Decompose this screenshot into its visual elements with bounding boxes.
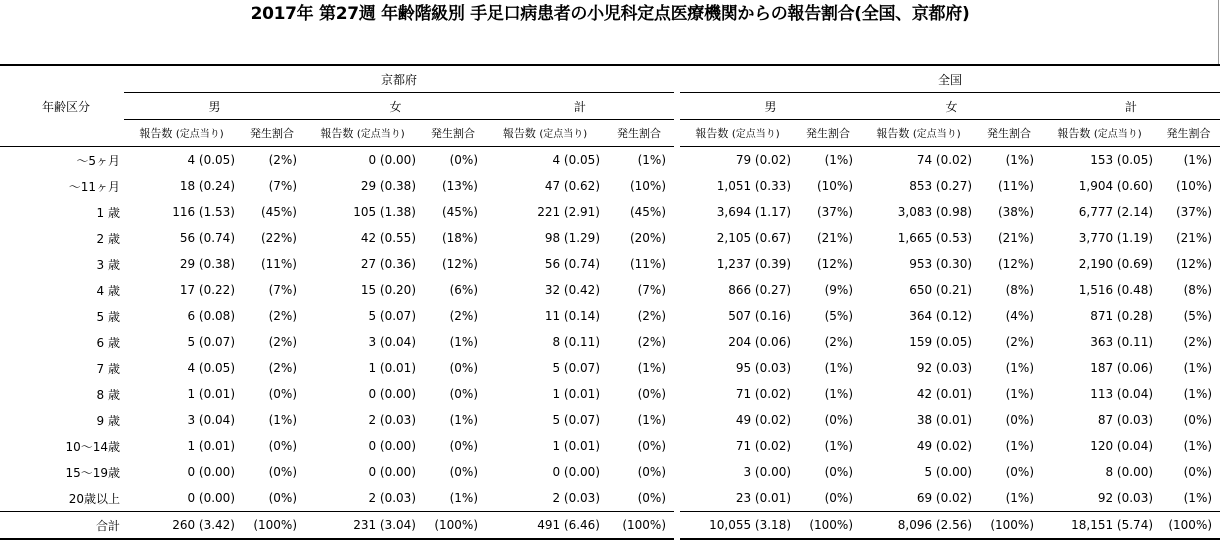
- count-cell: 231 (3.04): [305, 512, 420, 540]
- count-cell: 4 (0.05): [486, 147, 604, 174]
- rate-header: 発生割合: [1166, 127, 1211, 140]
- count-sub-label: (定点当り): [356, 129, 405, 140]
- count-sub-label: (定点当り): [1093, 129, 1142, 140]
- table-row: [0, 329, 1220, 355]
- count-cell: 0 (0.00): [187, 465, 235, 479]
- count-header: [680, 120, 795, 147]
- count-cell: 6 (0.08): [187, 309, 235, 323]
- count-cell: 3 (0.04): [187, 413, 235, 427]
- count-cell: 27 (0.36): [360, 257, 416, 271]
- report-table: [0, 64, 1220, 540]
- rate-cell: (4%): [1005, 309, 1035, 323]
- rate-cell: (10%): [1175, 179, 1213, 193]
- count-header: [305, 120, 420, 147]
- rate-cell: (12%): [1175, 257, 1213, 271]
- rate-cell: (2%): [637, 335, 667, 349]
- rate-cell: (1%): [1183, 361, 1213, 375]
- rate-cell: (12%): [816, 257, 854, 271]
- count-cell: 159 (0.05): [909, 335, 973, 349]
- count-cell: 105 (1.38): [353, 205, 416, 219]
- rate-cell: (1%): [1005, 491, 1035, 505]
- rate-cell: (6%): [449, 283, 478, 297]
- table-row: [0, 277, 1220, 303]
- age-group-label: 8 歳: [96, 387, 120, 402]
- rate-cell: (100%): [976, 512, 1042, 540]
- rate-cell: (37%): [1175, 205, 1213, 219]
- count-cell: 1,237 (0.39): [716, 257, 792, 271]
- rate-cell: (9%): [824, 283, 854, 297]
- rate-cell: (0%): [637, 387, 667, 401]
- count-cell: 221 (2.91): [537, 205, 600, 219]
- rate-cell: (37%): [816, 205, 854, 219]
- count-cell: 3,694 (1.17): [716, 205, 792, 219]
- count-label: 報告数: [695, 127, 729, 140]
- rate-cell: (2%): [449, 309, 478, 323]
- rate-cell: (0%): [637, 439, 667, 453]
- rate-cell: (2%): [268, 361, 297, 375]
- rate-cell: (21%): [816, 231, 854, 245]
- rate-cell: (1%): [976, 147, 1042, 174]
- count-cell: 32 (0.42): [544, 283, 600, 297]
- rate-cell: (2%): [268, 335, 297, 349]
- age-group-label: 5 歳: [96, 309, 120, 324]
- count-header: [486, 120, 604, 147]
- count-cell: 0 (0.00): [305, 147, 420, 174]
- rate-header: 発生割合: [617, 127, 661, 140]
- sex-header-kyoto-male: 男: [124, 93, 305, 120]
- rate-cell: (100%): [795, 512, 861, 540]
- rate-cell: (100%): [239, 512, 305, 540]
- count-cell: 56 (0.74): [179, 231, 235, 245]
- rate-cell: (8%): [1183, 283, 1213, 297]
- rate-header: 発生割合: [250, 127, 294, 140]
- table-row: [0, 407, 1220, 433]
- sex-header-kyoto-female: 女: [305, 93, 486, 120]
- count-header: [861, 120, 976, 147]
- count-label: 報告数: [139, 127, 173, 140]
- rate-cell: (7%): [268, 179, 297, 193]
- rate-cell: (1%): [637, 413, 667, 427]
- count-cell: 87 (0.03): [1097, 413, 1154, 427]
- rate-cell: (0%): [1005, 413, 1035, 427]
- count-cell: 0 (0.00): [368, 465, 416, 479]
- rate-cell: (1%): [1183, 439, 1213, 453]
- rate-cell: (12%): [997, 257, 1035, 271]
- rate-header: 発生割合: [987, 127, 1032, 140]
- age-group-label: 9 歳: [96, 413, 120, 428]
- count-cell: 79 (0.02): [680, 147, 795, 174]
- count-cell: 3,083 (0.98): [897, 205, 973, 219]
- rate-cell: (1%): [1183, 491, 1213, 505]
- rate-cell: (0%): [1005, 465, 1035, 479]
- rate-cell: (1%): [795, 147, 861, 174]
- rate-cell: (7%): [637, 283, 667, 297]
- count-cell: 4 (0.05): [124, 147, 239, 174]
- table-row: [0, 147, 1220, 174]
- count-header: [1042, 120, 1157, 147]
- count-cell: 23 (0.01): [735, 491, 792, 505]
- count-cell: 2 (0.03): [552, 491, 600, 505]
- count-cell: 38 (0.01): [916, 413, 973, 427]
- count-sub-label: (定点当り): [731, 129, 780, 140]
- count-cell: 187 (0.06): [1090, 361, 1154, 375]
- rate-cell: (2%): [268, 309, 297, 323]
- count-cell: 260 (3.42): [124, 512, 239, 540]
- count-cell: 15 (0.20): [360, 283, 416, 297]
- rate-cell: (2%): [1005, 335, 1035, 349]
- rate-cell: (5%): [824, 309, 854, 323]
- count-cell: 92 (0.03): [916, 361, 973, 375]
- count-cell: 95 (0.03): [735, 361, 792, 375]
- rate-cell: (1%): [824, 361, 854, 375]
- region-header-kyoto: 京都府: [124, 65, 674, 93]
- count-cell: 2 (0.03): [368, 413, 416, 427]
- rate-cell: (2%): [1183, 335, 1213, 349]
- sex-header-national-female: 女: [861, 93, 1042, 120]
- rate-cell: (0%): [1183, 413, 1213, 427]
- count-cell: 47 (0.62): [544, 179, 600, 193]
- count-cell: 74 (0.02): [861, 147, 976, 174]
- count-cell: 120 (0.04): [1090, 439, 1154, 453]
- rate-cell: (0%): [1183, 465, 1213, 479]
- count-cell: 17 (0.22): [179, 283, 235, 297]
- count-cell: 49 (0.02): [916, 439, 973, 453]
- count-cell: 18 (0.24): [179, 179, 235, 193]
- table-row: [0, 459, 1220, 485]
- count-cell: 3,770 (1.19): [1078, 231, 1154, 245]
- rate-cell: (0%): [824, 413, 854, 427]
- rate-cell: (45%): [441, 205, 478, 219]
- count-cell: 507 (0.16): [728, 309, 792, 323]
- rate-cell: (45%): [260, 205, 297, 219]
- count-cell: 363 (0.11): [1090, 335, 1154, 349]
- rate-cell: (0%): [449, 439, 478, 453]
- count-sub-label: (定点当り): [539, 129, 588, 140]
- table-row: [0, 433, 1220, 459]
- page-title: 2017年 第27週 年齢階級別 手足口病患者の小児科定点医療機関からの報告割合(全国、京都府): [250, 4, 970, 24]
- rate-cell: (0%): [268, 439, 297, 453]
- age-group-label: 6 歳: [96, 335, 120, 350]
- count-cell: 1,904 (0.60): [1078, 179, 1154, 193]
- rate-cell: (1%): [449, 335, 478, 349]
- table-row: [0, 485, 1220, 512]
- count-cell: 11 (0.14): [544, 309, 600, 323]
- rate-cell: (1%): [268, 413, 297, 427]
- table-row: [0, 199, 1220, 225]
- count-label: 報告数: [876, 127, 910, 140]
- rate-cell: (1%): [449, 413, 478, 427]
- table-row: [0, 173, 1220, 199]
- rate-cell: (20%): [629, 231, 667, 245]
- rate-cell: (2%): [637, 309, 667, 323]
- count-cell: 56 (0.74): [544, 257, 600, 271]
- count-cell: 29 (0.38): [360, 179, 416, 193]
- count-cell: 5 (0.07): [187, 335, 235, 349]
- count-cell: 1,051 (0.33): [716, 179, 792, 193]
- rate-cell: (18%): [441, 231, 478, 245]
- rate-cell: (0%): [268, 387, 297, 401]
- measure-header-row: [0, 120, 1220, 147]
- rate-cell: (2%): [239, 147, 305, 174]
- count-label: 報告数: [320, 127, 354, 140]
- count-cell: 650 (0.21): [909, 283, 973, 297]
- rate-cell: (0%): [824, 465, 854, 479]
- count-cell: 364 (0.12): [909, 309, 973, 323]
- count-cell: 98 (1.29): [544, 231, 600, 245]
- rate-cell: (8%): [1005, 283, 1035, 297]
- age-group-label: 10～14歳: [65, 439, 120, 454]
- region-header-national: 全国: [680, 65, 1220, 93]
- rate-cell: (21%): [997, 231, 1035, 245]
- rate-cell: (1%): [1157, 147, 1220, 174]
- total-row: [0, 512, 1220, 540]
- rate-cell: (0%): [637, 465, 667, 479]
- rate-cell: (100%): [420, 512, 486, 540]
- rate-cell: (21%): [1175, 231, 1213, 245]
- count-cell: 5 (0.07): [552, 361, 600, 375]
- table-row: [0, 303, 1220, 329]
- count-cell: 1,665 (0.53): [897, 231, 973, 245]
- rate-cell: (1%): [824, 387, 854, 401]
- rate-cell: (0%): [420, 147, 486, 174]
- count-cell: 5 (0.07): [368, 309, 416, 323]
- count-sub-label: (定点当り): [175, 129, 224, 140]
- table-row: [0, 251, 1220, 277]
- count-label: 報告数: [1057, 127, 1091, 140]
- rate-cell: (11%): [997, 179, 1035, 193]
- count-cell: 204 (0.06): [728, 335, 792, 349]
- age-group-label: 20歳以上: [68, 491, 120, 506]
- count-cell: 491 (6.46): [486, 512, 604, 540]
- age-group-label: 3 歳: [96, 257, 120, 272]
- rate-cell: (1%): [449, 491, 478, 505]
- sex-header-national-total: 計: [1042, 93, 1220, 120]
- count-cell: 8 (0.00): [1105, 465, 1154, 479]
- rate-cell: (38%): [997, 205, 1035, 219]
- region-header-row: [0, 65, 1220, 93]
- age-group-label: 15～19歳: [65, 465, 120, 480]
- count-cell: 2 (0.03): [368, 491, 416, 505]
- count-cell: 8,096 (2.56): [861, 512, 976, 540]
- count-cell: 92 (0.03): [1097, 491, 1154, 505]
- count-label: 報告数: [502, 127, 536, 140]
- age-group-label: 2 歳: [96, 231, 120, 246]
- rate-cell: (0%): [449, 387, 478, 401]
- age-group-label: 4 歳: [96, 283, 120, 298]
- count-cell: 116 (1.53): [172, 205, 235, 219]
- count-cell: 3 (0.00): [743, 465, 792, 479]
- rate-cell: (0%): [637, 491, 667, 505]
- rate-cell: (1%): [604, 147, 674, 174]
- rate-cell: (10%): [816, 179, 854, 193]
- rate-cell: (100%): [1157, 512, 1220, 540]
- rate-cell: (45%): [629, 205, 667, 219]
- rate-cell: (2%): [824, 335, 854, 349]
- frame-edge: [1218, 0, 1219, 66]
- rate-cell: (22%): [260, 231, 297, 245]
- count-cell: 18,151 (5.74): [1042, 512, 1157, 540]
- count-cell: 3 (0.04): [368, 335, 416, 349]
- count-cell: 10,055 (3.18): [680, 512, 795, 540]
- count-cell: 0 (0.00): [187, 491, 235, 505]
- count-cell: 153 (0.05): [1042, 147, 1157, 174]
- rate-cell: (1%): [1005, 387, 1035, 401]
- count-cell: 49 (0.02): [735, 413, 792, 427]
- rate-cell: (1%): [1005, 361, 1035, 375]
- count-cell: 0 (0.00): [368, 439, 416, 453]
- rate-cell: (5%): [1183, 309, 1213, 323]
- rate-cell: (0%): [824, 491, 854, 505]
- rate-cell: (10%): [629, 179, 667, 193]
- age-group-label: 合計: [0, 512, 124, 540]
- rate-header: 発生割合: [431, 127, 475, 140]
- sex-header-national-male: 男: [680, 93, 861, 120]
- count-sub-label: (定点当り): [912, 129, 961, 140]
- count-cell: 6,777 (2.14): [1078, 205, 1154, 219]
- count-cell: 871 (0.28): [1090, 309, 1154, 323]
- rate-cell: (1%): [824, 439, 854, 453]
- table-body: [0, 147, 1220, 540]
- table-row: [0, 355, 1220, 381]
- rate-cell: (0%): [268, 465, 297, 479]
- count-cell: 0 (0.00): [552, 465, 600, 479]
- count-cell: 113 (0.04): [1090, 387, 1154, 401]
- count-cell: 1 (0.01): [368, 361, 416, 375]
- age-group-label: ～11ヶ月: [68, 179, 120, 194]
- count-cell: 5 (0.07): [552, 413, 600, 427]
- age-column-header: 年齢区分: [0, 65, 124, 147]
- rate-cell: (11%): [629, 257, 667, 271]
- count-cell: 2,105 (0.67): [716, 231, 792, 245]
- count-cell: 29 (0.38): [179, 257, 235, 271]
- count-cell: 69 (0.02): [916, 491, 973, 505]
- rate-cell: (100%): [604, 512, 674, 540]
- count-cell: 866 (0.27): [728, 283, 792, 297]
- sex-header-kyoto-total: 計: [486, 93, 674, 120]
- count-cell: 1 (0.01): [552, 387, 600, 401]
- count-cell: 42 (0.01): [916, 387, 973, 401]
- rate-cell: (0%): [449, 465, 478, 479]
- count-cell: 1,516 (0.48): [1078, 283, 1154, 297]
- rate-cell: (13%): [441, 179, 478, 193]
- count-cell: 4 (0.05): [187, 361, 235, 375]
- count-cell: 8 (0.11): [552, 335, 600, 349]
- count-cell: 5 (0.00): [924, 465, 973, 479]
- count-cell: 0 (0.00): [368, 387, 416, 401]
- count-cell: 1 (0.01): [187, 387, 235, 401]
- count-cell: 953 (0.30): [909, 257, 973, 271]
- age-group-label: 1 歳: [96, 205, 120, 220]
- count-cell: 1 (0.01): [552, 439, 600, 453]
- table-row: [0, 381, 1220, 407]
- rate-cell: (1%): [637, 361, 667, 375]
- age-group-label: 7 歳: [96, 361, 120, 376]
- count-cell: 42 (0.55): [360, 231, 416, 245]
- age-group-label: ～5ヶ月: [0, 147, 124, 174]
- count-cell: 1 (0.01): [187, 439, 235, 453]
- rate-cell: (7%): [268, 283, 297, 297]
- rate-cell: (1%): [1183, 387, 1213, 401]
- sex-header-row: [0, 93, 1220, 120]
- rate-cell: (0%): [268, 491, 297, 505]
- count-cell: 853 (0.27): [909, 179, 973, 193]
- count-header: [124, 120, 239, 147]
- table-row: [0, 225, 1220, 251]
- count-cell: 2,190 (0.69): [1078, 257, 1154, 271]
- count-cell: 71 (0.02): [735, 439, 792, 453]
- rate-cell: (12%): [441, 257, 478, 271]
- rate-cell: (0%): [449, 361, 478, 375]
- rate-cell: (1%): [1005, 439, 1035, 453]
- rate-header: 発生割合: [806, 127, 851, 140]
- count-cell: 71 (0.02): [735, 387, 792, 401]
- rate-cell: (11%): [260, 257, 297, 271]
